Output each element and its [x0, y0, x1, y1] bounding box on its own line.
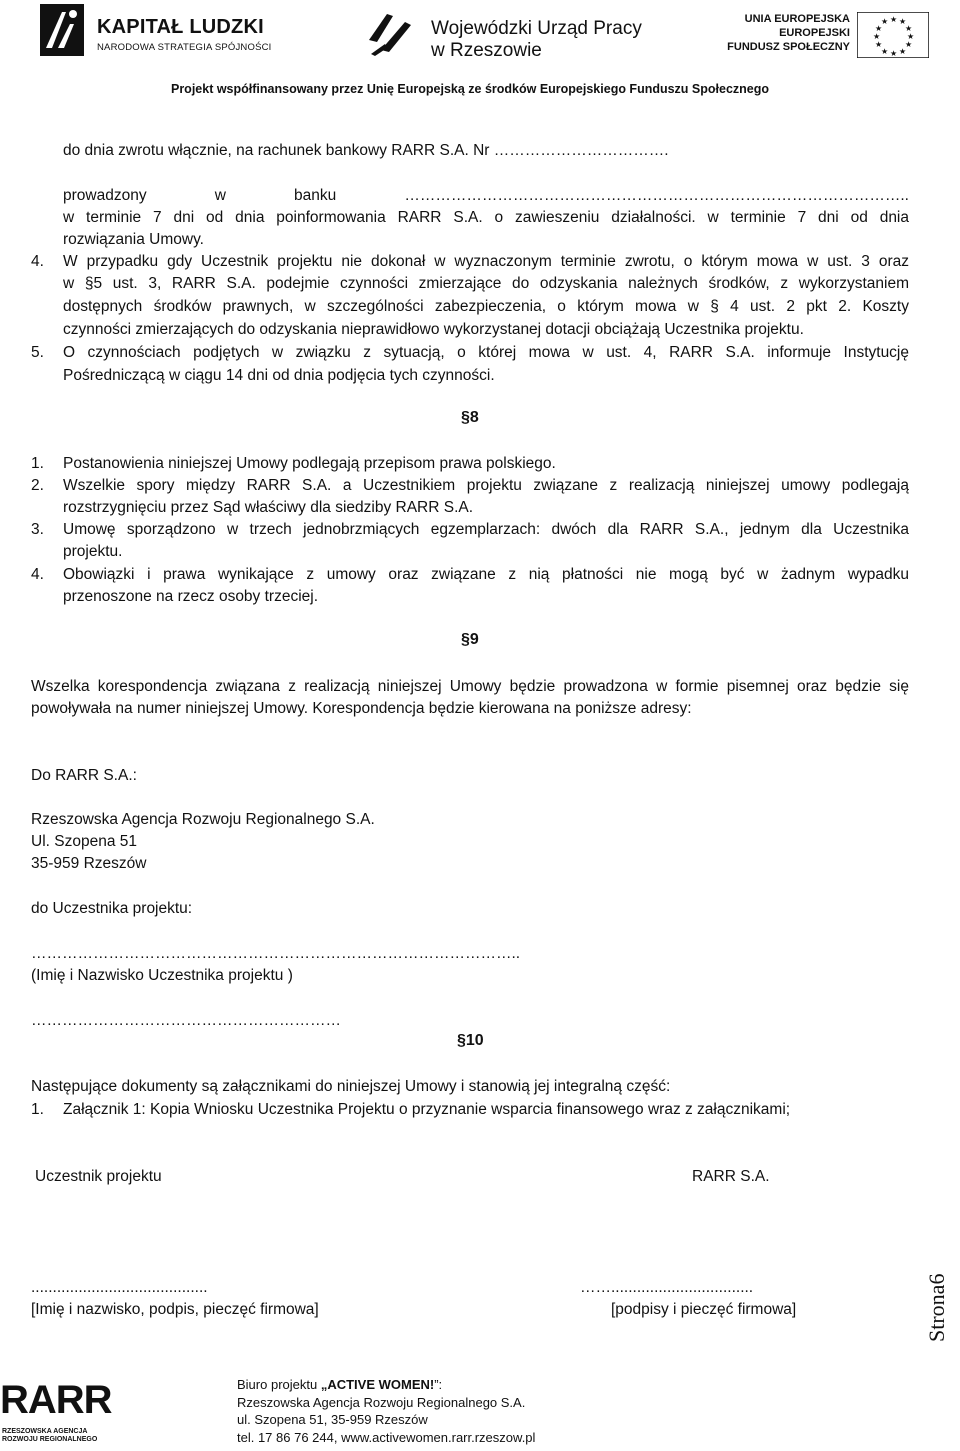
footer-contact-block: [237, 1376, 535, 1446]
svg-text:★: ★: [873, 32, 881, 41]
text-line: Umowę sporządzono w trzech jednobrzmiących egzemplarzach: dwóch dla RARR S.A., jednym dla Uczestnika: [63, 521, 909, 538]
list-number: 5.: [31, 344, 44, 361]
text-line: przenoszone na rzecz osoby trzeciej.: [63, 588, 319, 605]
text-line: W przypadku gdy Uczestnik projektu nie dokonał w wyznaczonym terminie zwrotu, o którym mowa w ust. 3 oraz: [63, 253, 909, 270]
signature-dots-right: …….................................: [580, 1279, 754, 1296]
wup-title-line2: w Rzeszowie: [431, 40, 542, 61]
name-hint: (Imię i Nazwisko Uczestnika projektu ): [31, 967, 293, 984]
text-line: Pośredniczącą w ciągu 14 dni od dnia podjęcia tych czynności.: [63, 367, 495, 384]
text-line: w §5 ust. 3, RARR S.A. podejmie czynności zmierzające do odzyskania należnych środków, z wykorzystaniem: [63, 275, 909, 292]
address-heading: Do RARR S.A.:: [31, 767, 137, 784]
wup-logo-icon: [365, 10, 415, 56]
svg-text:★: ★: [890, 15, 898, 24]
list-number: 2.: [31, 477, 44, 494]
text-line: Postanowienia niniejszej Umowy podlegają przepisom prawa polskiego.: [63, 455, 556, 472]
text-line: Obowiązki i prawa wynikające z umowy oraz związane z nią płatności nie mogą być w żadnym wypadku: [63, 566, 909, 583]
rarr-sub-line2: ROZWOJU REGIONALNEGO: [2, 1436, 98, 1443]
signature-title-right: RARR S.A.: [692, 1168, 770, 1185]
svg-text:★: ★: [890, 49, 898, 58]
text-line: w terminie 7 dni od dnia poinformowania RARR S.A. o zawieszeniu działalności. w terminie 7 dni od dnia: [63, 209, 909, 226]
eu-text: [700, 12, 850, 54]
list-number: 4.: [31, 253, 44, 270]
rarr-sub-line1: RZESZOWSKA AGENCJA: [2, 1428, 88, 1435]
section-heading-10: §10: [457, 1032, 484, 1049]
text-line: Wszelkie spory między RARR S.A. a Uczestnikiem projektu związane z realizacją niniejszej umowy podlegają: [63, 477, 909, 494]
text-line: rozstrzygnięciu przez Sąd właściwy dla siedziby RARR S.A.: [63, 499, 474, 516]
signature-dots-left: .........................................: [31, 1279, 208, 1296]
rarr-logo-subtitle: [2, 1428, 97, 1444]
section-heading-8: §8: [461, 409, 479, 426]
svg-text:★: ★: [905, 40, 913, 49]
footer-org-line: Rzeszowska Agencja Rozwoju Regionalnego S.A.: [237, 1394, 526, 1410]
wup-title-line1: Wojewódzki Urząd Pracy: [431, 18, 642, 39]
text-line: prowadzony w banku ……………………………………………………………………………………..: [63, 187, 909, 204]
svg-text:★: ★: [875, 40, 883, 49]
kapital-ludzki-title: KAPITAŁ LUDZKI: [97, 16, 264, 38]
rarr-logo: RARR: [0, 1378, 112, 1422]
list-number: 1.: [31, 455, 44, 472]
footer-address-line: ul. Szopena 51, 35-959 Rzeszów: [237, 1412, 428, 1427]
signature-title-left: Uczestnik projektu: [35, 1168, 162, 1185]
footer-phone-web-line: tel. 17 86 76 244, www.activewomen.rarr.rzeszow.pl: [237, 1429, 536, 1445]
footer-office-prefix: Biuro projektu: [237, 1377, 321, 1392]
text-line: O czynnościach podjętych w związku z sytuacją, o której mowa w ust. 4, RARR S.A. informuje Instytucję: [63, 344, 909, 361]
text-line: do dnia zwrotu włącznie, na rachunek bankowy RARR S.A. Nr …………………………….: [63, 142, 669, 159]
eu-line2: EUROPEJSKI: [779, 27, 850, 39]
text-line: projektu.: [63, 543, 123, 560]
text-line: Wszelka korespondencja związana z realizacją niniejszej Umowy będzie prowadzona w formie pisemnej oraz będzie się: [31, 678, 909, 695]
footer-office-suffix: ”:: [434, 1377, 443, 1392]
svg-text:★: ★: [881, 17, 889, 26]
text-line: Załącznik 1: Kopia Wniosku Uczestnika Projektu o przyznanie wsparcia finansowego wraz z załącznikami;: [63, 1101, 791, 1118]
svg-text:★: ★: [899, 17, 907, 26]
text-line: Następujące dokumenty są załącznikami do niniejszej Umowy i stanowią jej integralną część:: [31, 1078, 671, 1095]
text-line: powoływała na numer niniejszej Umowy. Korespondencja będzie kierowana na poniższe adresy:: [31, 700, 692, 717]
page-number-label: Strona6: [924, 1273, 949, 1342]
signature-caption-right: [podpisy i pieczęć firmowa]: [611, 1301, 797, 1318]
list-number: 1.: [31, 1101, 44, 1118]
fill-in-dots: ……………………………………………………: [31, 1012, 341, 1029]
eu-line3: FUNDUSZ SPOŁECZNY: [727, 41, 850, 53]
list-number: 3.: [31, 521, 44, 538]
kapital-ludzki-logo-icon: [40, 4, 84, 56]
text-line: czynności zmierzających do odzyskania nieprawidłowo wykorzystanej dotacji obciążają Uczestnika projektu.: [63, 321, 804, 338]
svg-text:★: ★: [907, 32, 915, 41]
address-heading: do Uczestnika projektu:: [31, 900, 193, 917]
address-line: Rzeszowska Agencja Rozwoju Regionalnego S.A.: [31, 811, 375, 828]
svg-text:★: ★: [899, 47, 907, 56]
eu-line1: UNIA EUROPEJSKA: [744, 13, 850, 25]
project-cofinancing-line: Projekt współfinansowany przez Unię Europejską ze środków Europejskiego Funduszu Społecznego: [170, 82, 770, 96]
list-number: 4.: [31, 566, 44, 583]
svg-text:★: ★: [881, 47, 889, 56]
address-line: 35-959 Rzeszów: [31, 855, 147, 872]
section-heading-9: §9: [461, 631, 479, 648]
fill-in-dots: …………………………………………………………………………………..: [31, 945, 521, 962]
signature-caption-left: [Imię i nazwisko, podpis, pieczęć firmowa]: [31, 1301, 319, 1318]
kapital-ludzki-subtitle: NARODOWA STRATEGIA SPÓJNOŚCI: [97, 42, 272, 53]
wup-title: [431, 18, 642, 62]
svg-text:★: ★: [905, 24, 913, 33]
footer-office-line: [237, 1376, 535, 1394]
text-line: dostępnych środków prawnych, w szczególności zabezpieczenia, o którym mowa w § 4 ust. 2 pkt 2. Koszty: [63, 298, 909, 315]
footer-office-name: „ACTIVE WOMEN!: [320, 1377, 435, 1392]
eu-flag-icon: [857, 12, 929, 58]
text-line: rozwiązania Umowy.: [63, 231, 204, 248]
svg-text:★: ★: [875, 24, 883, 33]
address-line: Ul. Szopena 51: [31, 833, 137, 850]
